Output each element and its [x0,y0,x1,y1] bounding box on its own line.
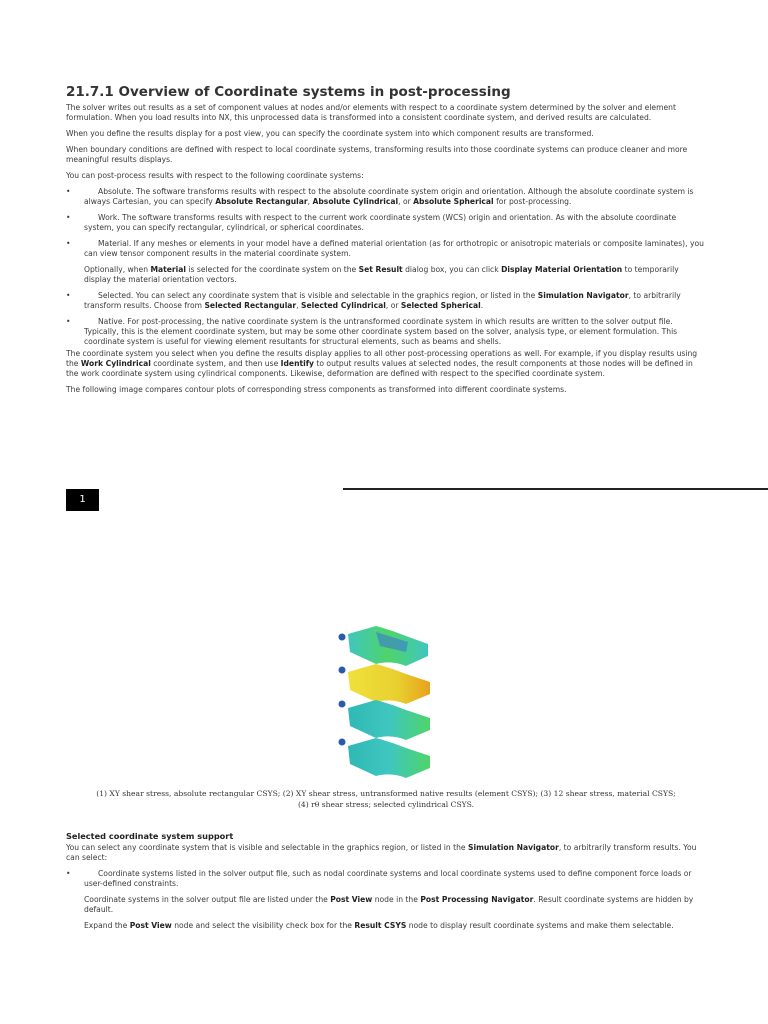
selected-csys-section [66,831,706,937]
list-item-absolute: • Absolute. The software transforms results with respect to the absolute coordinate system origin and orientation. Although the absolute coordinate system is always Cartesian, you can specify Absolute Rectangular, Absolute Cylindrical, or Absolute Spherical for post-processing. [66,187,694,206]
coordinate-system-list-continued [66,291,706,347]
list-item-selected: • Selected. You can select any coordinate system that is visible and selectable in the graphics region, or listed in the Simulation Navigator, to arbitrarily transform results. Choose from Selected Rectangular, Selected Cylindrical, or Selected Spherical. [66,291,681,310]
term-selected-spherical: Selected Spherical [400,301,481,310]
paragraph-post-view-node: Coordinate systems in the solver output file are listed under the Post View node in the Post Processing Navigator. Result coordinate systems are hidden by default. [84,895,694,914]
paragraph-selected-intro: You can select any coordinate system that is visible and selectable in the graphics region, or listed in the Simulation Navigator, to arbitrarily transform results. You can select: [66,843,697,862]
contour-plot-2 [339,664,431,704]
contour-plot-3 [339,700,431,740]
stress-contour-figure [336,622,436,778]
contour-plot-1 [339,626,429,666]
term-absolute-rectangular: Absolute Rectangular [215,197,308,206]
contour-plot-4 [339,738,431,778]
list-item-solver-output: • Coordinate systems listed in the solver output file, such as nodal coordinate systems and local coordinate systems used to define component force loads or user-defined constraints. [66,869,692,888]
bullet: • [66,291,71,300]
term-simulation-navigator: Simulation Navigator [537,291,629,300]
term-absolute-spherical: Absolute Spherical [413,197,494,206]
subsection-title: Selected coordinate system support [66,831,234,841]
term-selected-cylindrical: Selected Cylindrical [301,301,386,310]
coordinate-system-list [66,187,706,259]
divider-rule [343,488,768,490]
term-post-view: Post View [129,921,172,930]
term-work-cylindrical: Work Cylindrical [80,359,151,368]
caption-line-1: (1) XY shear stress, absolute rectangular CSYS; (2) XY shear stress, untransformed native results (element CSYS); (3) 12 shear stress, material CSYS; [96,789,676,798]
bullet: • [66,239,71,248]
bullet: • [66,187,71,196]
caption-line-2: (4) rθ shear stress; selected cylindrical CSYS. [297,800,475,809]
marker-icon [339,667,346,674]
list-item-material: • Material. If any meshes or elements in your model have a defined material orientation (as for orthotropic or anisotropic materials or composite laminates), you can view tensor component results in the material coordinate system. [66,239,704,258]
term-result-csys: Result CSYS [354,921,407,930]
term-absolute-cylindrical: Absolute Cylindrical [312,197,399,206]
term-material: Material [150,265,187,274]
paragraph-intro: The solver writes out results as a set of component values at nodes and/or elements with respect to a coordinate system determined by the solver and element formulation. When you load results into NX, this unprocessed data is transformed into a consistent coordinate system, and derived results are calculated. [66,103,676,122]
term-post-view: Post View [330,895,373,904]
term-identify: Identify [280,359,314,368]
paragraph-material-note: Optionally, when Material is selected for the coordinate system on the Set Result dialog box, you can click Display Material Orientation to temporarily display the material orientation vectors. [84,265,679,284]
document-body [66,84,706,401]
paragraph-list-intro: You can post-process results with respect to the following coordinate systems: [66,171,364,180]
figure-caption [66,788,706,810]
paragraph-image-intro: The following image compares contour plots of corresponding stress components as transformed into different coordinate systems. [66,385,567,394]
bullet: • [66,213,71,222]
section-title: 21.7.1 Overview of Coordinate systems in post-processing [66,84,511,100]
term-post-processing-navigator: Post Processing Navigator [420,895,534,904]
paragraph-work-cylindrical: The coordinate system you select when you define the results display applies to all other post-processing operations as well. For example, if you display results using the Work Cylindrical coordinate system, and then use Identify to output results values at selected nodes, the result components at those nodes will be defined in the work coordinate system using cylindrical components. Likewise, deformation are defined with respect to the specified coordinate system. [66,349,698,378]
list-item-work: • Work. The software transforms results with respect to the current work coordinate system (WCS) origin and orientation. As with the absolute coordinate system, you can specify rectangular, cylindrical, or spherical coordinates. [66,213,677,232]
paragraph-boundary-conditions: When boundary conditions are defined with respect to local coordinate systems, transforming results into those coordinate systems can produce cleaner and more meaningful results displays. [66,145,688,164]
term-display-material-orientation: Display Material Orientation [501,265,623,274]
bullet: • [66,317,71,326]
step-number-badge: 1 [66,489,99,511]
term-simulation-navigator: Simulation Navigator [468,843,559,852]
marker-icon [339,739,346,746]
paragraph-result-csys: Expand the Post View node and select the visibility check box for the Result CSYS node to display result coordinate systems and make them selectable. [84,921,674,930]
selectable-list [66,869,706,889]
term-set-result: Set Result [358,265,403,274]
term-selected-rectangular: Selected Rectangular [204,301,297,310]
marker-icon [339,634,346,641]
bullet: • [66,869,71,878]
list-item-native: • Native. For post-processing, the native coordinate system is the untransformed coordinate system in which results are written to the solver output file. Typically, this is the element coordinate system, but may be some other coordinate system based on the solver, analysis type, or element formulation. This coordinate system is useful for viewing element resultants for structural elements, such as beams and shells. [66,317,678,346]
paragraph-post-view: When you define the results display for a post view, you can specify the coordinate system into which component results are transformed. [66,129,594,138]
marker-icon [339,701,346,708]
